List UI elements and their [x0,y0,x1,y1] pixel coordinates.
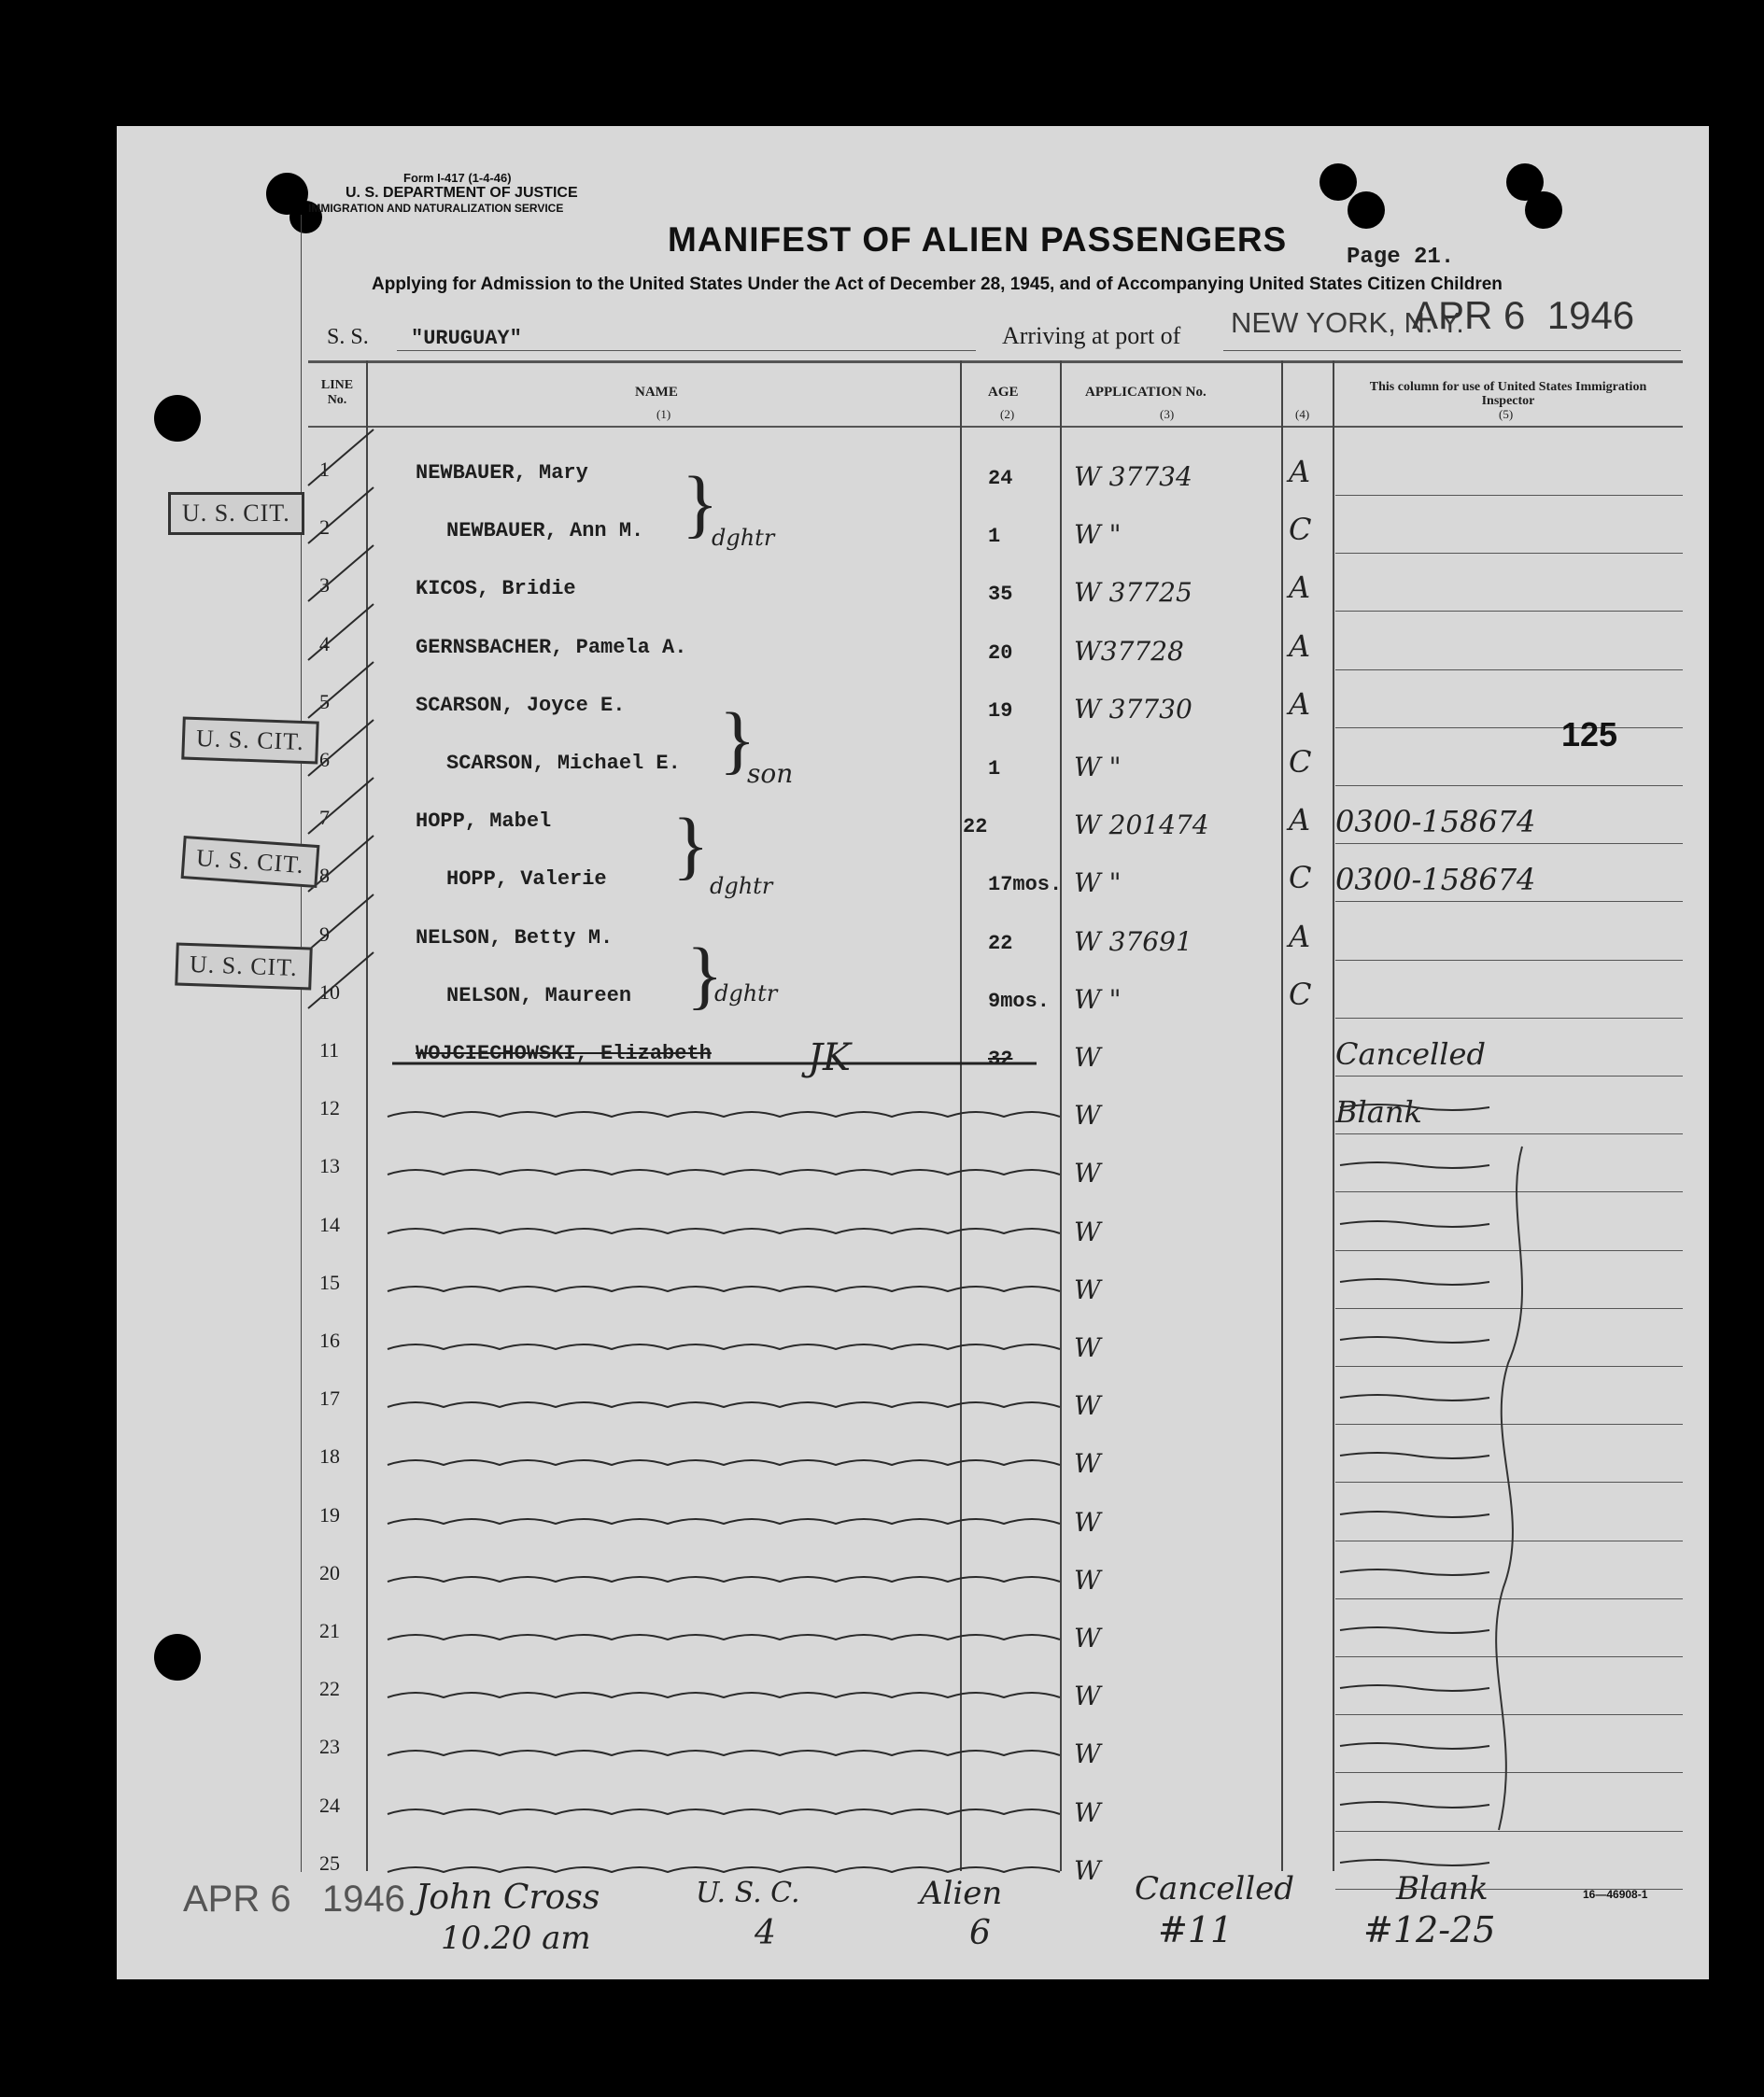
blank-row-scribble [1340,1685,1489,1691]
passenger-name: GERNSBACHER, Pamela A. [416,636,687,659]
age: 32 [988,1048,1013,1071]
line-number: 20 [319,1561,340,1584]
application-number: W " [1074,867,1122,898]
application-number: W [1074,1100,1101,1131]
line-number: 10 [319,980,340,1004]
blank-row-scribble [1340,1860,1489,1865]
blank-row-scribble [388,1112,1060,1117]
footer-blank-label: Blank [1396,1870,1489,1907]
footer-alien-count: 6 [969,1914,991,1952]
blank-row-scribble [388,1809,1060,1814]
line-number: 16 [319,1329,340,1352]
blank-row-scribble [1340,1105,1489,1110]
application-number: W " [1074,519,1122,550]
us-citizen-stamp: U. S. CIT. [168,492,304,535]
tick-mark [308,429,374,486]
blank-row-scribble [1340,1569,1489,1575]
application-number: W [1074,1507,1101,1538]
header-inspector-num: (5) [1499,407,1514,421]
age: 17mos. [988,873,1063,896]
port: NEW YORK, N. Y. [1231,306,1464,339]
header-name: NAME [635,385,678,400]
header-line-no: LINE No. [320,378,354,407]
classification: A [1289,802,1311,837]
blank-row-scribble [1340,1627,1489,1633]
tick-mark [308,545,374,601]
header-application-num: (3) [1160,407,1175,421]
ss-label: S. S. [327,325,369,349]
footer-time: 10.20 am [441,1920,591,1957]
line-number: 23 [319,1735,340,1758]
line-number: 4 [319,632,330,655]
inspector-note: 0300-158674 [1335,804,1536,839]
application-number: W [1074,1855,1101,1886]
blank-row-scribble [388,1402,1060,1407]
tick-mark [308,662,374,718]
classification: A [1289,570,1311,605]
line-number: 25 [319,1851,340,1875]
header-inspector: This column for use of United States Immigration Inspector [1369,380,1647,408]
blank-row-scribble [388,1229,1060,1233]
age: 35 [988,583,1013,606]
ship-name: "URUGUAY" [411,327,522,350]
classification: C [1289,512,1312,547]
annotation-daughter: dghtr [712,525,775,551]
application-number: W [1074,1797,1101,1828]
age: 22 [988,932,1013,955]
application-number: W [1074,1217,1101,1247]
annotation-daughter: dghtr [714,980,778,1006]
application-number: W [1074,1274,1101,1305]
footer-blank-count: #12-25 [1363,1909,1496,1950]
classification: A [1289,628,1311,664]
application-number: W37728 [1074,636,1184,667]
inspector-note: Cancelled [1335,1036,1486,1072]
brace: } [672,802,710,887]
line-number: 24 [319,1794,340,1817]
blank-row-scribble [388,1751,1060,1755]
blank-row-scribble [388,1867,1060,1872]
arrival-date: APR 6 1946 [1412,293,1635,337]
blank-row-scribble [388,1287,1060,1291]
age: 1 [988,525,1001,548]
application-number: W [1074,1390,1101,1421]
brace: } [682,460,719,545]
application-number: W [1074,1332,1101,1363]
us-citizen-stamp: U. S. CIT. [175,942,312,990]
application-number: W 37725 [1074,577,1192,608]
us-citizen-stamp: U. S. CIT. [181,716,318,764]
tick-mark [308,604,374,660]
blank-row-scribble [1340,1221,1489,1227]
passenger-name: SCARSON, Joyce E. [416,694,626,717]
annotation-daughter: dghtr [710,873,773,899]
annotation-son: son [747,758,794,789]
blank-row-scribble [1340,1453,1489,1458]
line-number: 22 [319,1677,340,1700]
blank-row-scribble [388,1693,1060,1697]
footer-cancelled-label: Cancelled [1135,1870,1294,1907]
service: IMMIGRATION AND NATURALIZATION SERVICE [308,202,564,215]
header-age-num: (2) [1000,407,1015,421]
line-number: 8 [319,864,330,887]
footer-signature: John Cross [416,1879,600,1917]
passenger-name: NEWBAUER, Mary [416,461,588,485]
classification: A [1289,686,1311,722]
application-number: W [1074,1623,1101,1654]
application-number: W [1074,1565,1101,1596]
tick-mark [308,487,374,543]
passenger-name: WOJCIECHOWSKI, Elizabeth [416,1042,712,1065]
line-number: 18 [319,1444,340,1468]
age: 19 [988,699,1013,723]
age: 24 [988,467,1013,490]
line-number: 21 [319,1619,340,1642]
annotation-initials: JK [808,1036,851,1079]
form-number: Form I-417 (1-4-46) [403,171,512,185]
header-col4-num: (4) [1295,407,1310,421]
classification: A [1289,919,1311,954]
department: U. S. DEPARTMENT OF JUSTICE [346,185,578,201]
line-number: 5 [319,690,330,713]
blank-row-scribble [388,1635,1060,1640]
age: 22 [963,815,988,838]
line-number: 13 [319,1154,340,1177]
subtitle: Applying for Admission to the United States Under the Act of December 28, 1945, and of Accompanying United States Citizen Children [372,274,1503,294]
blank-row-scribble [1340,1162,1489,1168]
passenger-name: NEWBAUER, Ann M. [446,519,644,542]
us-citizen-stamp: U. S. CIT. [181,836,320,888]
line-number: 19 [319,1503,340,1527]
form-code: 16—46908-1 [1583,1888,1648,1901]
classification: C [1289,744,1312,780]
blank-row-scribble [1340,1395,1489,1400]
line-number: 11 [319,1038,340,1062]
passenger-name: NELSON, Betty M. [416,926,614,950]
line-number: 3 [319,573,330,597]
application-number: W " [1074,752,1122,782]
tick-mark [308,894,374,950]
line-number: 14 [319,1213,340,1236]
blank-row-scribble [388,1460,1060,1465]
age: 20 [988,641,1013,665]
line-number: 2 [319,515,330,539]
age: 1 [988,757,1001,781]
footer-cancelled-count: #11 [1158,1909,1234,1950]
header-application: APPLICATION No. [1085,385,1207,400]
application-number: W 37734 [1074,461,1192,492]
age: 9mos. [988,990,1051,1013]
line-number: 12 [319,1096,340,1119]
application-number: W 201474 [1074,809,1209,840]
application-number: W [1074,1448,1101,1479]
blank-row-scribble [1340,1802,1489,1808]
passenger-name: SCARSON, Michael E. [446,752,681,775]
header-age: AGE [988,385,1019,400]
line-number: 9 [319,922,330,946]
blank-row-scribble [388,1344,1060,1349]
application-number: W [1074,1738,1101,1769]
application-number: W 37730 [1074,694,1192,725]
passenger-name: HOPP, Valerie [446,867,607,891]
classification: A [1289,454,1311,489]
blank-row-scribble [388,1577,1060,1582]
inspector-note: Blank [1335,1094,1422,1130]
blank-row-scribble [388,1519,1060,1524]
blank-row-scribble [1340,1279,1489,1285]
application-number: W [1074,1158,1101,1189]
application-number: W [1074,1042,1101,1073]
application-number: W " [1074,984,1122,1015]
blank-row-scribble [1340,1743,1489,1749]
inspector-note: 0300-158674 [1335,862,1536,897]
page-number: Page 21. [1347,245,1455,270]
line-number: 7 [319,806,330,829]
blank-row-scribble [388,1170,1060,1175]
header-name-num: (1) [656,407,671,421]
blank-row-scribble [1340,1337,1489,1343]
footer-alien-label: Alien [920,1875,1003,1912]
classification: C [1289,977,1312,1012]
line-number: 15 [319,1271,340,1294]
count-125: 125 [1561,715,1618,753]
footer-usc-label: U. S. C. [696,1877,800,1909]
passenger-name: HOPP, Mabel [416,809,552,833]
passenger-name: KICOS, Bridie [416,577,576,600]
blank-row-scribble [1340,1512,1489,1517]
classification: C [1289,860,1312,895]
application-number: W [1074,1681,1101,1711]
footer-usc-count: 4 [755,1914,776,1952]
arriving-label: Arriving at port of [1002,322,1181,349]
tick-mark [308,952,374,1008]
application-number: W 37691 [1074,926,1192,957]
line-number: 6 [319,748,330,771]
line-number: 1 [319,457,330,481]
brace: } [686,932,724,1017]
page-title: MANIFEST OF ALIEN PASSENGERS [668,220,1288,259]
brace: } [719,697,756,781]
tick-mark [308,778,374,834]
passenger-name: NELSON, Maureen [446,984,632,1007]
line-number: 17 [319,1386,340,1410]
footer-date-stamp: APR 6 1946 [183,1879,405,1920]
